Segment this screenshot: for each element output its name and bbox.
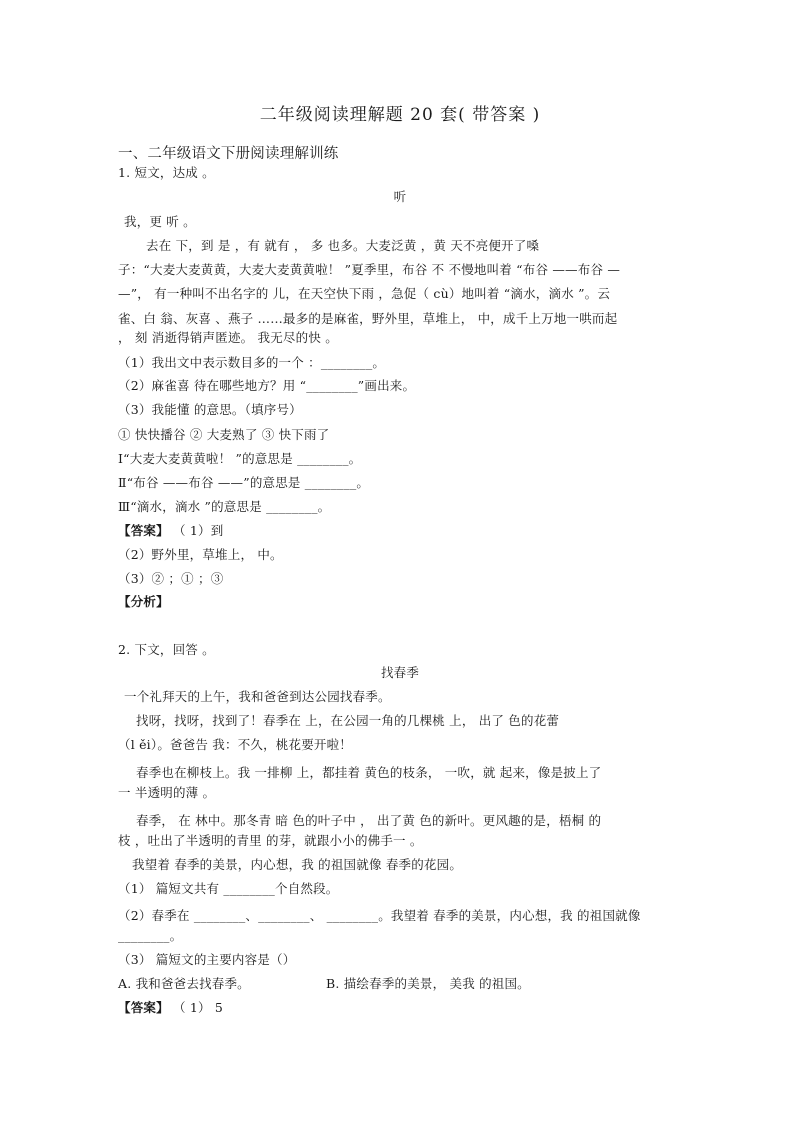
q1-passage-title: 听	[393, 189, 407, 204]
q2-passage-line: 春季， 在 林中。那冬青 暗 色的叶子中 ， 出了黄 色的新叶。更风趣的是，梧桐 的	[136, 813, 602, 828]
q1-passage-line: —”， 有一种叫不出名字的 儿，在天空快下雨 ，急促（ cù）地叫着 “滴水，滴水 ”。云	[118, 286, 611, 301]
answer-label: 【答案】	[118, 1000, 169, 1015]
q2-question: ________。	[118, 928, 183, 943]
q1-question: （1）我出文中表示数目多的一个 ：________。	[118, 355, 386, 370]
answer-text: （ 1） 5	[168, 1000, 224, 1015]
q1-question: Ⅲ“滴水，滴水 ”的意思是 ________。	[118, 499, 331, 514]
q1-answer-line: （3）② ；① ；③	[118, 571, 224, 586]
q1-answer	[118, 523, 223, 539]
document-title: 二年级阅读理解题 20 套( 带答案 )	[259, 105, 541, 125]
q2-passage-title: 找春季	[380, 665, 420, 680]
q2-passage-line: 一个礼拜天的上午，我和爸爸到达公园找春季。	[124, 689, 391, 704]
q2-question: （1） 篇短文共有 ________个自然段。	[118, 881, 339, 896]
q1-question: Ⅰ“大麦大麦黄黄啦！ ”的意思是 ________。	[118, 451, 362, 466]
q2-question: （3） 篇短文的主要内容是（）	[118, 952, 296, 967]
q2-option-b: B. 描绘春季的美景， 美我 的祖国。	[326, 976, 530, 991]
answer-label: 【答案】	[118, 523, 169, 538]
q2-answer	[118, 1000, 223, 1016]
q2-passage-line: 枝 ，吐出了半透明的青里 的芽，就跟小小的佛手一 。	[118, 833, 423, 848]
q1-options: ① 快快播谷 ② 大麦熟了 ③ 快下雨了	[118, 427, 330, 442]
q2-option-a: A. 我和爸爸去找春季。	[118, 976, 250, 991]
q2-passage-line: 我望着 春季的美景，内心想，我 的祖国就像 春季的花园。	[132, 857, 463, 872]
q1-question: （3）我能懂 的意思。（填序号）	[118, 402, 302, 417]
q2-passage-line: 春季也在柳枝上。我 一排柳 上，都挂着 黄色的枝条， 一吹，就 起来，像是披上了	[136, 765, 602, 780]
q1-heading: 1. 短文，达成 。	[118, 165, 215, 180]
q2-question: （2）春季在 ________、________、 ________。我望着 春季的美景，内心想，我 的祖国就像	[118, 908, 641, 923]
q1-passage-line: 去在 下，到 是 ，有 就有 ， 多 也多。大麦泛黄 ，黄 天不亮便开了嗓	[146, 238, 540, 253]
q1-question: （2）麻雀喜 待在哪些地方？用 “________”画出来。	[118, 378, 416, 393]
q2-passage-line: 找呀，找呀，找到了！春季在 上，在公园一角的几棵桃 上， 出了 色的花蕾	[136, 713, 560, 728]
section-heading: 一、二年级语文下册阅读理解训练	[118, 146, 339, 162]
q1-passage-line: 子：“大麦大麦黄黄，大麦大麦黄黄啦！ ”夏季里，布谷 不 不慢地叫着 “布谷 ——布谷 —	[118, 262, 621, 277]
q1-passage-line: 雀、白 翁、灰喜 、燕子 ……最多的是麻雀，野外里，草堆上， 中，成千上万地一哄而起	[118, 311, 618, 326]
q1-analysis-label: 【分析】	[118, 594, 169, 609]
q2-passage-line: （l ěi）。爸爸告 我：不久，桃花要开啦！	[118, 737, 352, 752]
q1-passage-line: ， 刻 消逝得销声匿迹。 我无尽的快 。	[118, 330, 338, 345]
q1-passage-line: 我，更 听 。	[124, 214, 196, 229]
q1-answer-line: （2）野外里，草堆上， 中。	[118, 547, 283, 562]
answer-text: （ 1）到	[168, 523, 224, 538]
q2-passage-line: 一 半透明的薄 。	[118, 785, 216, 800]
q2-heading: 2. 下文，回答 。	[118, 642, 215, 657]
q1-question: Ⅱ“布谷 ——布谷 ——”的意思是 ________。	[118, 475, 370, 490]
